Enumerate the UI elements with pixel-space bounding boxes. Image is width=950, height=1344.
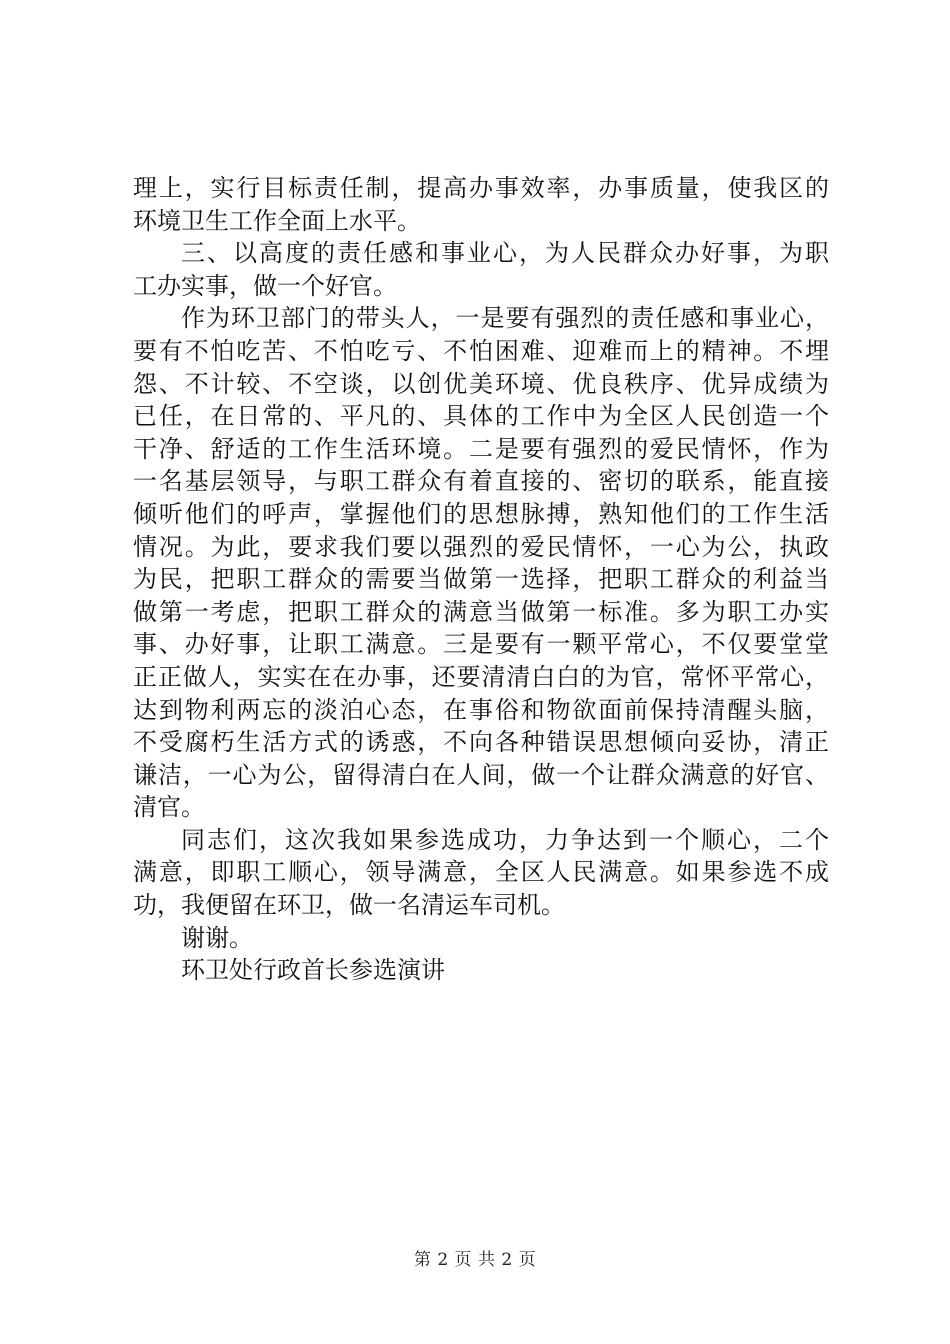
- text-line: 怨、不计较、不空谈，以创优美环境、优良秩序、优异成绩为: [133, 369, 829, 398]
- text-line: 为民，把职工群众的需要当做第一选择，把职工群众的利益当: [133, 565, 829, 594]
- text-line: 正正做人，实实在在办事，还要清清白白的为官，常怀平常心，: [133, 662, 829, 691]
- text-line: 干净、舒适的工作生活环境。二是要有强烈的爱民情怀，作为: [133, 434, 829, 463]
- page-number-footer: 第 2 页 共 2 页: [413, 1250, 537, 1270]
- text-line: 谦洁，一心为公，留得清白在人间，做一个让群众满意的好官、: [133, 760, 829, 789]
- text-line: 达到物利两忘的淡泊心态，在事俗和物欲面前保持清醒头脑，: [133, 695, 829, 724]
- text-line: 理上，实行目标责任制，提高办事效率，办事质量，使我区的: [133, 174, 829, 202]
- text-line: 做第一考虑，把职工群众的满意当做第一标准。多为职工办实: [133, 597, 829, 626]
- text-line: 倾听他们的呼声，掌握他们的思想脉搏，熟知他们的工作生活: [133, 499, 829, 528]
- text-line: 事、办好事，让职工满意。三是要有一颗平常心，不仅要堂堂: [133, 630, 829, 659]
- text-line: 满意，即职工顺心，领导满意，全区人民满意。如果参选不成: [133, 858, 829, 887]
- text-line: 情况。为此，要求我们要以强烈的爱民情怀，一心为公，执政: [133, 532, 829, 561]
- text-line: 作为环卫部门的带头人，一是要有强烈的责任感和事业心，: [181, 304, 829, 333]
- text-line: 不受腐朽生活方式的诱惑，不向各种错误思想倾向妥协，清正: [133, 728, 829, 757]
- text-line: 工办实事，做一个好官。: [133, 271, 397, 300]
- text-line: 环境卫生工作全面上水平。: [133, 206, 421, 235]
- text-line: 清官。: [133, 793, 205, 822]
- text-line: 同志们，这次我如果参选成功，力争达到一个顺心，二个: [181, 825, 829, 854]
- text-line: 已任，在日常的、平凡的、具体的工作中为全区人民创造一个: [133, 402, 829, 431]
- text-line: 谢谢。: [181, 923, 253, 952]
- text-line: 一名基层领导，与职工群众有着直接的、密切的联系，能直接: [133, 467, 829, 496]
- text-line: 三、以高度的责任感和事业心，为人民群众办好事，为职: [181, 239, 829, 268]
- document-body: [133, 172, 829, 987]
- text-line: 要有不怕吃苦、不怕吃亏、不怕困难、迎难而上的精神。不埋: [133, 336, 829, 365]
- text-line: 功，我便留在环卫，做一名清运车司机。: [133, 891, 565, 920]
- text-line: 环卫处行政首长参选演讲: [181, 956, 445, 985]
